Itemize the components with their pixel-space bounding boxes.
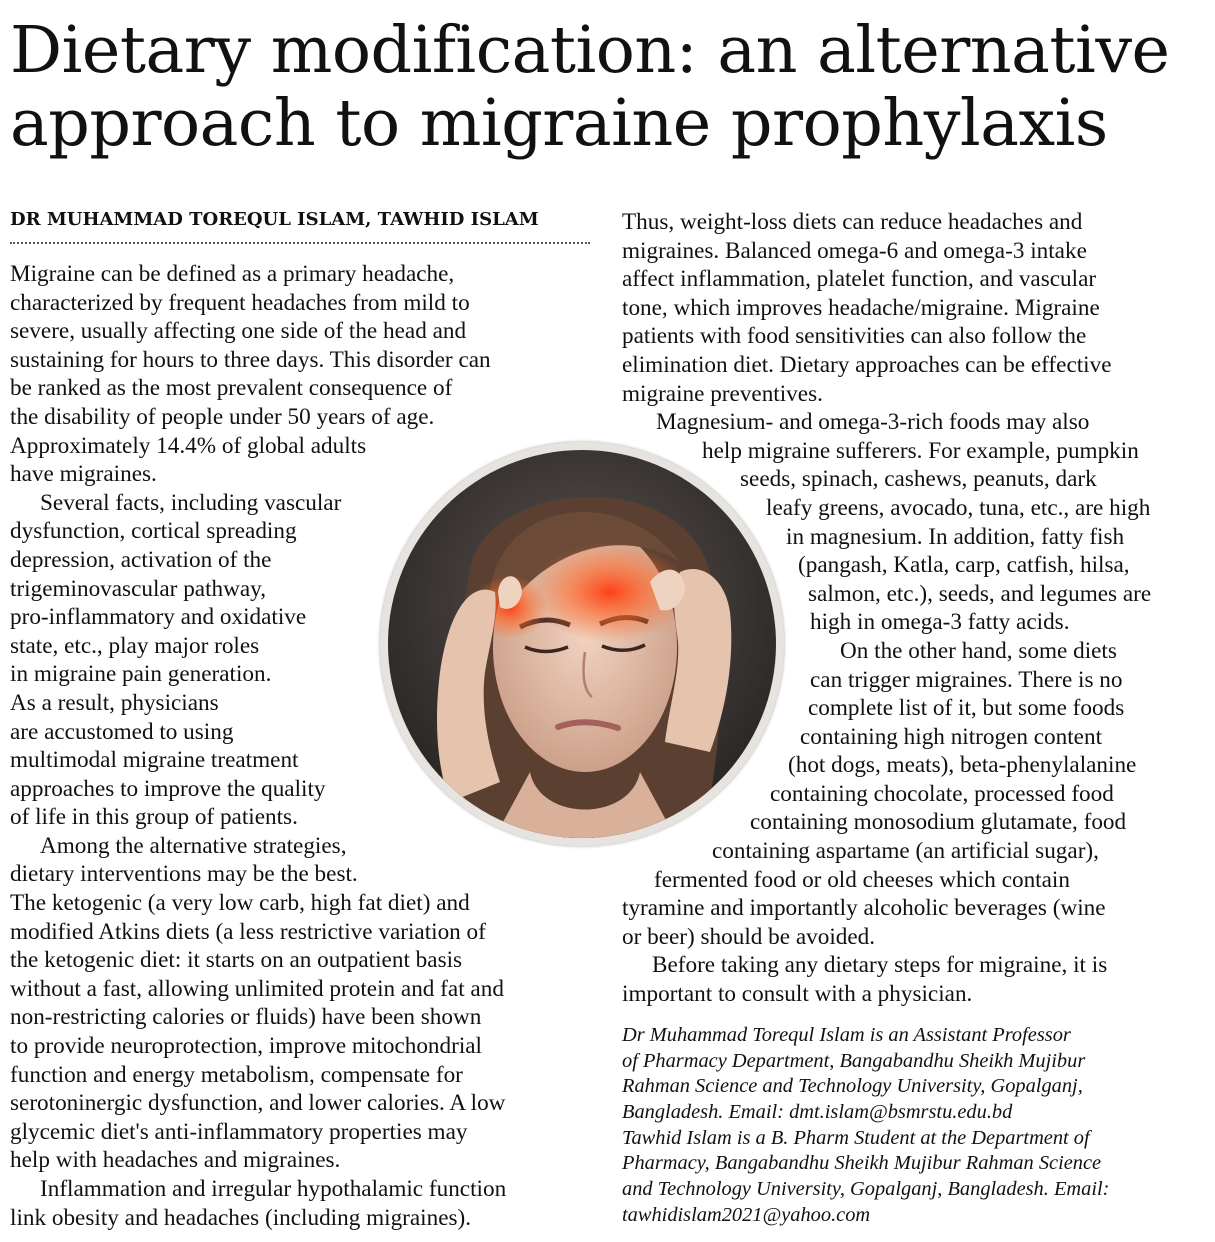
text-line: Among the alternative strategies,	[40, 832, 347, 859]
text-line: the disability of people under 50 years of age.	[10, 403, 435, 430]
text-line: tone, which improves headache/migraine. Migraine	[622, 294, 1100, 321]
text-line: As a result, physicians	[10, 689, 219, 716]
text-line: sustaining for hours to three days. This disorder can	[10, 346, 491, 373]
text-line: fermented food or old cheeses which contain	[654, 866, 1070, 893]
text-line: state, etc., play major roles	[10, 632, 260, 659]
text-line: are accustomed to using	[10, 718, 234, 745]
article-headline	[10, 14, 1210, 161]
credit-line: and Technology University, Gopalganj, Bangladesh. Email:	[622, 1178, 1110, 1201]
credit-line: Dr Muhammad Torequl Islam is an Assistant Professor	[622, 1024, 1071, 1046]
text-line: Thus, weight-loss diets can reduce headaches and	[622, 209, 1083, 235]
text-line: (hot dogs, meats), beta-phenylalanine	[788, 752, 1137, 779]
text-line: or beer) should be avoided.	[622, 923, 876, 950]
text-line: dietary interventions may be the best.	[10, 861, 358, 888]
text-line: Magnesium- and omega-3-rich foods may also	[656, 409, 1090, 436]
text-line: have migraines.	[10, 461, 157, 488]
text-line: Inflammation and irregular hypothalamic function	[40, 1176, 507, 1202]
text-line: dysfunction, cortical spreading	[10, 518, 297, 545]
text-line: characterized by frequent headaches from mild to	[10, 289, 470, 316]
text-line: containing chocolate, processed food	[770, 780, 1114, 807]
credit-line: Pharmacy, Bangabandhu Sheikh Mujibur Rahman Science	[622, 1152, 1102, 1175]
text-line: depression, activation of the	[10, 546, 272, 573]
text-line: Migraine can be defined as a primary headache,	[10, 261, 455, 287]
text-line: tyramine and importantly alcoholic beverages (wine	[622, 895, 1106, 922]
credit-line: Bangladesh. Email: dmt.islam@bsmrstu.edu.bd	[622, 1101, 1013, 1124]
text-line: (pangash, Katla, carp, catfish, hilsa,	[798, 552, 1130, 579]
text-line: severe, usually affecting one side of the head and	[10, 318, 467, 345]
credit-line: of Pharmacy Department, Bangabandhu Sheikh Mujibur	[622, 1049, 1086, 1072]
text-line: non-restricting calories or fluids) have been shown	[10, 1004, 482, 1031]
text-line: patients with food sensitivities can also follow the	[622, 323, 1087, 350]
text-line: complete list of it, but some foods	[808, 695, 1125, 722]
text-line: On the other hand, some diets	[840, 637, 1117, 664]
text-line: The ketogenic (a very low carb, high fat diet) and	[10, 890, 470, 917]
text-line: high in omega-3 fatty acids.	[810, 609, 1070, 636]
text-line: help with headaches and migraines.	[10, 1147, 341, 1174]
text-line: Before taking any dietary steps for migraine, it is	[652, 952, 1108, 979]
text-line: approaches to improve the quality	[10, 775, 326, 802]
text-line: important to consult with a physician.	[622, 981, 973, 1008]
text-line: can trigger migraines. There is no	[810, 666, 1123, 693]
text-line: function and energy metabolism, compensate for	[10, 1061, 463, 1088]
woman-with-migraine-photo	[380, 442, 784, 846]
text-line: migraine preventives.	[622, 380, 823, 407]
credit-line: Tawhid Islam is a B. Pharm Student at the Department of	[622, 1126, 1090, 1149]
credit-line: Rahman Science and Technology University, Gopalganj,	[622, 1075, 1083, 1098]
text-line: modified Atkins diets (a less restrictive variation of	[10, 918, 486, 945]
text-line: containing high nitrogen content	[800, 723, 1103, 750]
text-line: of life in this group of patients.	[10, 804, 298, 831]
text-line: elimination diet. Dietary approaches can be effective	[622, 351, 1112, 378]
text-line: link obesity and headaches (including migraines).	[10, 1204, 472, 1231]
text-line: to provide neuroprotection, improve mitochondrial	[10, 1033, 483, 1060]
text-line: seeds, spinach, cashews, peanuts, dark	[740, 466, 1097, 493]
headline-line-2: approach to migraine prophylaxis	[10, 86, 1108, 162]
headline-line-1: Dietary modification: an alternative	[10, 13, 1170, 88]
author-credits	[622, 1023, 1212, 1229]
text-line: affect inflammation, platelet function, and vascular	[622, 266, 1097, 293]
text-line: the ketogenic diet: it starts on an outpatient basis	[10, 947, 463, 974]
text-line: without a fast, allowing unlimited protein and fat and	[10, 975, 504, 1002]
text-line: trigeminovascular pathway,	[10, 575, 267, 602]
text-line: salmon, etc.), seeds, and legumes are	[808, 580, 1152, 607]
credit-line: tawhidislam2021@yahoo.com	[622, 1203, 871, 1226]
text-line: serotoninergic dysfunction, and lower calories. A low	[10, 1090, 506, 1117]
text-line: containing monosodium glutamate, food	[750, 809, 1127, 836]
text-line: containing aspartame (an artificial sugar),	[712, 838, 1099, 865]
text-line: in migraine pain generation.	[10, 661, 272, 688]
text-line: multimodal migraine treatment	[10, 747, 299, 774]
text-line: leafy greens, avocado, tuna, etc., are high	[766, 494, 1151, 521]
photo-illustration	[380, 442, 784, 846]
text-line: pro-inflammatory and oxidative	[10, 604, 307, 631]
text-line: migraines. Balanced omega-6 and omega-3 intake	[622, 237, 1087, 264]
text-line: be ranked as the most prevalent consequence of	[10, 375, 453, 402]
text-line: in magnesium. In addition, fatty fish	[786, 523, 1125, 550]
dotted-divider	[10, 242, 590, 244]
text-line: help migraine sufferers. For example, pumpkin	[702, 437, 1139, 464]
text-line: Several facts, including vascular	[40, 489, 342, 516]
text-line: Approximately 14.4% of global adults	[10, 432, 367, 459]
text-line: glycemic diet's anti-inflammatory properties may	[10, 1118, 468, 1145]
byline: DR MUHAMMAD TOREQUL ISLAM, TAWHID ISLAM	[10, 209, 539, 230]
